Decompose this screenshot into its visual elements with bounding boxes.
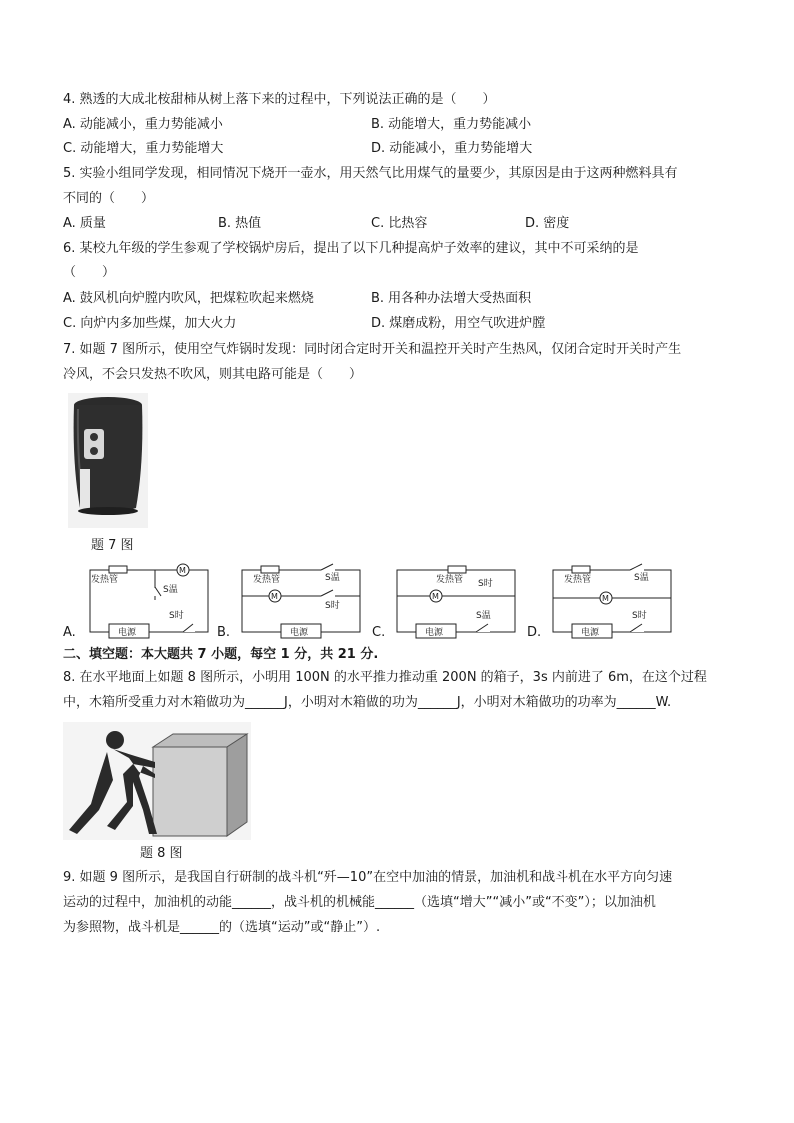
circuit-a-source-label: 电源 — [118, 628, 137, 638]
circuit-d-motor-label: M — [602, 594, 609, 603]
q6-option-b: B. 用各种办法增大受热面积 — [371, 291, 532, 306]
q5-stem-line2: 不同的（ ） — [63, 191, 155, 206]
q5-option-c: C. 比热容 — [371, 216, 428, 231]
q7-stem-line2: 冷风，不会只发热不吹风，则其电路可能是（ ） — [63, 367, 363, 382]
q9-stem-line2: 运动的过程中，加油机的动能______，战斗机的机械能______（选填“增大”“减小”或“不变”）；以加油机 — [63, 895, 656, 910]
q8-figure-caption: 题 8 图 — [140, 846, 183, 861]
q7-option-b-letter: B. — [217, 625, 231, 640]
q9-stem-line3: 为参照物，战斗机是______的（选填“运动”或“静止”）. — [63, 920, 381, 935]
q7-stem-line1: 7. 如题 7 图所示，使用空气炸锅时发现：同时闭合定时开关和温控开关时产生热风，仅闭合定时开关时产生 — [63, 342, 682, 357]
q5-option-a: A. 质量 — [63, 216, 106, 231]
circuit-c-heater-label: 发热管 — [436, 575, 464, 585]
heater-resistor-d — [572, 566, 590, 573]
q7-option-a-letter: A. — [63, 625, 76, 640]
q8-stem-line1: 8. 在水平地面上如题 8 图所示，小明用 100N 的水平推力推动重 200N 的箱子，3s 内前进了 6m，在这个过程 — [63, 670, 707, 685]
circuit-d-switch-timer-label: S时 — [632, 611, 647, 621]
circuit-d-switch-temp-label: S温 — [634, 573, 649, 583]
q5-option-b: B. 热值 — [218, 216, 262, 231]
circuit-c-motor-label: M — [432, 592, 439, 601]
q7-option-d-letter: D. — [527, 625, 542, 640]
heater-resistor-b — [261, 566, 279, 573]
heater-resistor-a — [109, 566, 127, 573]
q8-stem-line2: 中，木箱所受重力对木箱做功为______J，小明对木箱做的功为______J，小明对木箱做功的功率为______W. — [63, 695, 672, 710]
circuit-a — [85, 562, 213, 642]
circuit-a-switch-temp-label: S温 — [163, 585, 178, 595]
circuit-a-heater-label: 发热管 — [91, 575, 119, 585]
circuit-c-switch-timer-label: S温 — [476, 611, 491, 621]
circuit-d — [548, 562, 676, 642]
section2-heading: 二、填空题：本大题共 7 小题，每空 1 分，共 21 分. — [63, 647, 379, 662]
circuit-a-switch-timer-label: S时 — [169, 611, 184, 621]
circuit-d-heater-label: 发热管 — [564, 575, 592, 585]
heater-resistor-c — [448, 566, 466, 573]
person-pushing-box-image — [63, 722, 251, 840]
circuit-d-source-label: 电源 — [581, 628, 600, 638]
q4-option-b: B. 动能增大，重力势能减小 — [371, 117, 532, 132]
q6-option-a: A. 鼓风机向炉膛内吹风，把煤粒吹起来燃烧 — [63, 291, 314, 306]
q4-option-c: C. 动能增大，重力势能增大 — [63, 141, 224, 156]
q4-option-d: D. 动能减小，重力势能增大 — [371, 141, 533, 156]
q9-stem-line1: 9. 如题 9 图所示，是我国自行研制的战斗机“歼—10”在空中加油的情景，加油机和战斗机在水平方向匀速 — [63, 870, 673, 885]
circuit-b-heater-label: 发热管 — [253, 575, 281, 585]
circuit-b — [237, 562, 365, 642]
q7-figure-caption: 题 7 图 — [91, 538, 134, 553]
q6-option-d: D. 煤磨成粉，用空气吹进炉膛 — [371, 316, 546, 331]
circuit-b-switch-timer-label: S时 — [325, 601, 340, 611]
circuit-c-source-label: 电源 — [425, 628, 444, 638]
q7-option-c-letter: C. — [372, 625, 386, 640]
q4-option-a: A. 动能减小，重力势能减小 — [63, 117, 223, 132]
circuit-b-motor-label: M — [271, 592, 278, 601]
circuit-b-source-label: 电源 — [290, 628, 309, 638]
q4-stem: 4. 熟透的大成北桉甜柿从树上落下来的过程中，下列说法正确的是（ ） — [63, 92, 496, 107]
circuit-a-motor-label: M — [179, 566, 186, 575]
q5-option-d: D. 密度 — [525, 216, 570, 231]
q6-stem-line2: （ ） — [63, 265, 116, 280]
circuit-c-switch-temp-label: S时 — [478, 579, 493, 589]
air-fryer-image — [68, 393, 148, 528]
circuit-c — [392, 562, 520, 642]
q6-stem-line1: 6. 某校九年级的学生参观了学校锅炉房后，提出了以下几种提高炉子效率的建议，其中不可采纳的是 — [63, 241, 639, 256]
q6-option-c: C. 向炉内多加些煤，加大火力 — [63, 316, 237, 331]
q5-stem-line1: 5. 实验小组同学发现，相同情况下烧开一壶水，用天然气比用煤气的量要少，其原因是由于这两种燃料具有 — [63, 166, 678, 181]
circuit-b-switch-temp-label: S温 — [325, 573, 340, 583]
